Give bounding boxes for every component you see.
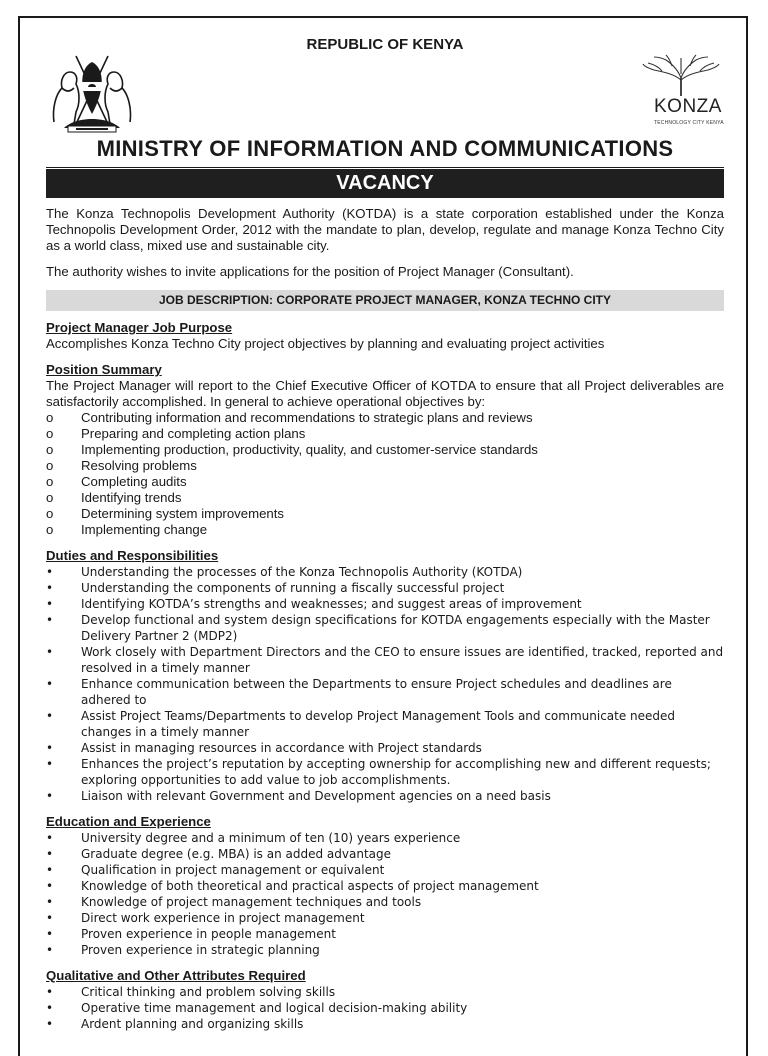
attributes-list	[46, 984, 724, 1032]
list-item	[46, 926, 724, 942]
list-marker: o	[46, 410, 54, 425]
list-item	[46, 846, 724, 862]
list-item-text: Liaison with relevant Government and Development agencies on a need basis	[81, 789, 551, 803]
list-item	[46, 644, 724, 676]
list-item-text: Completing audits	[81, 474, 187, 489]
list-marker: •	[46, 709, 54, 723]
list-item-text: Proven experience in strategic planning	[81, 943, 320, 957]
list-marker: •	[46, 927, 54, 941]
list-item-text: Preparing and completing action plans	[81, 426, 306, 441]
list-item	[46, 894, 724, 910]
list-item-text: Critical thinking and problem solving skills	[81, 985, 336, 999]
list-item-text: Knowledge of project management techniques and tools	[81, 895, 422, 909]
duties-list	[46, 564, 724, 804]
attributes-section	[46, 968, 724, 1032]
list-item	[46, 1016, 724, 1032]
list-item-text: Enhances the project’s reputation by accepting ownership for accomplishing new and different requests; exploring opportunities to add value to job accomplishments.	[81, 757, 711, 787]
list-item-text: Identifying trends	[81, 490, 182, 505]
list-item	[46, 596, 724, 612]
advert-body	[46, 206, 724, 1042]
list-item-text: Knowledge of both theoretical and practical aspects of project management	[81, 879, 539, 893]
list-item-text: Develop functional and system design specifications for KOTDA engagements especially with the Master Delivery Partner 2 (MDP2)	[81, 613, 710, 643]
kenya-coat-of-arms-icon	[46, 48, 138, 134]
list-item	[46, 984, 724, 1000]
heading-divider	[46, 167, 724, 168]
konza-logo-tagline: TECHNOLOGY CITY KENYA	[654, 120, 724, 126]
list-marker: •	[46, 757, 54, 771]
list-item	[46, 740, 724, 756]
list-item	[46, 942, 724, 958]
list-item-text: Assist in managing resources in accordance with Project standards	[81, 741, 482, 755]
list-item	[46, 426, 724, 442]
list-marker: •	[46, 645, 54, 659]
list-item-text: University degree and a minimum of ten (10) years experience	[81, 831, 461, 845]
list-marker: o	[46, 458, 54, 473]
list-marker: o	[46, 474, 54, 489]
list-item	[46, 522, 724, 538]
list-item	[46, 910, 724, 926]
list-item-text: Qualification in project management or equivalent	[81, 863, 385, 877]
list-item	[46, 708, 724, 740]
list-marker: •	[46, 581, 54, 595]
list-item-text: Implementing change	[81, 522, 208, 537]
konza-logo-wordmark: KONZA	[654, 96, 722, 117]
duties-title: Duties and Responsibilities	[46, 548, 219, 563]
list-item	[46, 788, 724, 804]
list-marker: •	[46, 847, 54, 861]
list-item-text: Understanding the processes of the Konza Technopolis Authority (KOTDA)	[81, 565, 523, 579]
list-item	[46, 1000, 724, 1016]
education-title: Education and Experience	[46, 814, 211, 829]
list-marker: •	[46, 565, 54, 579]
list-marker: o	[46, 442, 54, 457]
summary-text: The Project Manager will report to the Chief Executive Officer of KOTDA to ensure that all Project deliverables are satisfactorily accomplished. In general to achieve operational objectives by:	[46, 378, 724, 409]
education-section	[46, 814, 724, 958]
list-marker: o	[46, 426, 54, 441]
list-item	[46, 756, 724, 788]
konza-tree-icon	[642, 54, 720, 96]
list-item	[46, 580, 724, 596]
list-marker: o	[46, 490, 54, 505]
list-item-text: Work closely with Department Directors and the CEO to ensure issues are identified, tracked, reported and resolved in a timely manner	[81, 645, 724, 675]
list-marker: •	[46, 831, 54, 845]
list-item-text: Identifying KOTDA’s strengths and weaknesses; and suggest areas of improvement	[81, 597, 582, 611]
list-item	[46, 490, 724, 506]
attributes-title: Qualitative and Other Attributes Required	[46, 968, 306, 983]
education-list	[46, 830, 724, 958]
republic-heading: REPUBLIC OF KENYA	[306, 36, 464, 53]
list-marker: •	[46, 863, 54, 877]
list-item	[46, 878, 724, 894]
list-item-text: Direct work experience in project management	[81, 911, 365, 925]
job-description-bar: JOB DESCRIPTION: CORPORATE PROJECT MANAGER, KONZA TECHNO CITY	[46, 290, 724, 311]
konza-logo	[638, 54, 724, 136]
list-item-text: Operative time management and logical decision-making ability	[81, 1001, 468, 1015]
purpose-section	[46, 320, 724, 352]
list-item	[46, 612, 724, 644]
list-marker: •	[46, 677, 54, 691]
list-item-text: Determining system improvements	[81, 506, 285, 521]
list-item-text: Understanding the components of running a fiscally successful project	[81, 581, 505, 595]
list-item	[46, 862, 724, 878]
list-marker: •	[46, 1001, 54, 1015]
vacancy-banner: VACANCY	[46, 169, 724, 198]
list-item	[46, 458, 724, 474]
list-item	[46, 830, 724, 846]
list-item-text: Contributing information and recommendations to strategic plans and reviews	[81, 410, 533, 425]
list-item	[46, 442, 724, 458]
list-marker: o	[46, 506, 54, 521]
list-marker: •	[46, 1017, 54, 1031]
duties-section	[46, 548, 724, 804]
intro-paragraph: The Konza Technopolis Development Authority (KOTDA) is a state corporation established under the Konza Technopolis Development Order, 2012 with the mandate to plan, develop, regulate and manage Konza Techno City as a world class, mixed use and sustainable city.	[46, 206, 724, 253]
list-marker: •	[46, 789, 54, 803]
ministry-heading: MINISTRY OF INFORMATION AND COMMUNICATIONS	[96, 136, 674, 161]
vacancy-advert	[18, 16, 748, 1056]
invitation-paragraph: The authority wishes to invite applications for the position of Project Manager (Consultant).	[46, 264, 574, 279]
list-item-text: Ardent planning and organizing skills	[81, 1017, 304, 1031]
list-item	[46, 410, 724, 426]
list-item-text: Proven experience in people management	[81, 927, 336, 941]
purpose-text: Accomplishes Konza Techno City project objectives by planning and evaluating project activities	[46, 336, 605, 351]
list-marker: •	[46, 895, 54, 909]
list-marker: •	[46, 613, 54, 627]
summary-section	[46, 362, 724, 538]
list-item	[46, 676, 724, 708]
list-marker: •	[46, 879, 54, 893]
list-marker: •	[46, 597, 54, 611]
list-item-text: Resolving problems	[81, 458, 197, 473]
list-marker: •	[46, 985, 54, 999]
list-item-text: Implementing production, productivity, quality, and customer-service standards	[81, 442, 538, 457]
summary-list	[46, 410, 724, 538]
list-marker: •	[46, 911, 54, 925]
list-marker: •	[46, 741, 54, 755]
list-item-text: Assist Project Teams/Departments to develop Project Management Tools and communicate needed changes in a timely manner	[81, 709, 676, 739]
list-item	[46, 506, 724, 522]
list-item	[46, 564, 724, 580]
purpose-title: Project Manager Job Purpose	[46, 320, 233, 335]
list-item-text: Graduate degree (e.g. MBA) is an added advantage	[81, 847, 392, 861]
list-item-text: Enhance communication between the Departments to ensure Project schedules and deadlines are adhered to	[81, 677, 672, 707]
list-marker: •	[46, 943, 54, 957]
list-marker: o	[46, 522, 54, 537]
summary-title: Position Summary	[46, 362, 162, 377]
list-item	[46, 474, 724, 490]
